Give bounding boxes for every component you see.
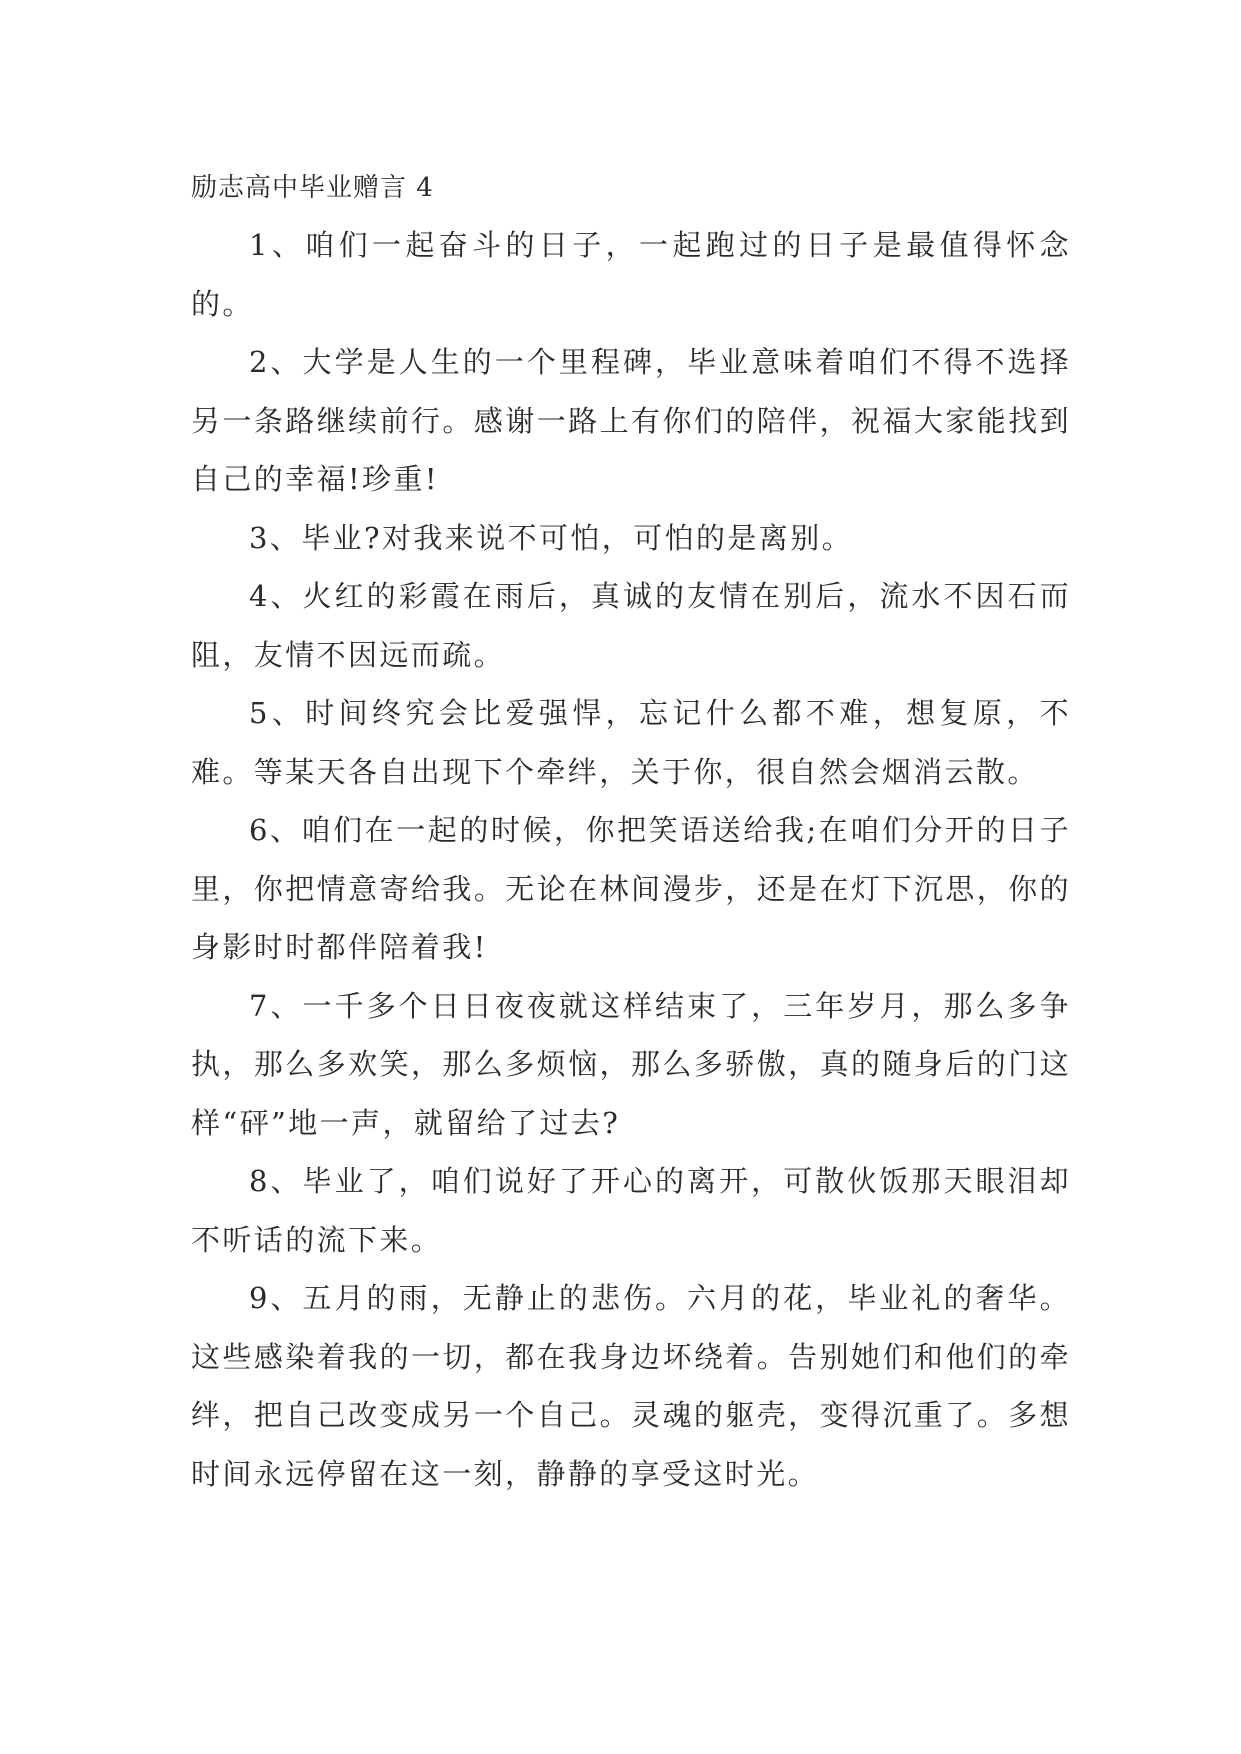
paragraph-7: 7、一千多个日日夜夜就这样结束了，三年岁月，那么多争执，那么多欢笑，那么多烦恼，那么多骄傲，真的随身后的门这样“砰”地一声，就留给了过去? — [191, 988, 1071, 1140]
paragraph-9: 9、五月的雨，无静止的悲伤。六月的花，毕业礼的奢华。这些感染着我的一切，都在我身边坏绕着。告别她们和他们的牵绊，把自己改变成另一个自己。灵魂的躯壳，变得沉重了。多想时间永远停留在这一刻，静静的享受这时光。 — [191, 1281, 1071, 1491]
paragraph-6: 6、咱们在一起的时候，你把笑语送给我;在咱们分开的日子里，你把情意寄给我。无论在林间漫步，还是在灯下沉思，你的身影时时都伴陪着我! — [191, 813, 1071, 964]
paragraph-2: 2、大学是人生的一个里程碑，毕业意味着咱们不得不选择另一条路继续前行。感谢一路上有你们的陪伴，祝福大家能找到自己的幸福!珍重! — [191, 345, 1071, 496]
document-page — [191, 160, 1071, 1503]
paragraph-8: 8、毕业了，咱们说好了开心的离开，可散伙饭那天眼泪却不听话的流下来。 — [191, 1164, 1071, 1257]
paragraph-3: 3、毕业?对我来说不可怕，可怕的是离别。 — [249, 520, 853, 555]
paragraph-1: 1、咱们一起奋斗的日子，一起跑过的日子是最值得怀念的。 — [191, 228, 1071, 321]
document-title: 励志高中毕业赠言 4 — [191, 173, 434, 203]
paragraph-5: 5、时间终究会比爱强悍，忘记什么都不难，想复原，不难。等某天各自出现下个牵绊，关于你，很自然会烟消云散。 — [191, 696, 1071, 789]
paragraph-4: 4、火红的彩霞在雨后，真诚的友情在别后，流水不因石而阻，友情不因远而疏。 — [191, 579, 1071, 672]
